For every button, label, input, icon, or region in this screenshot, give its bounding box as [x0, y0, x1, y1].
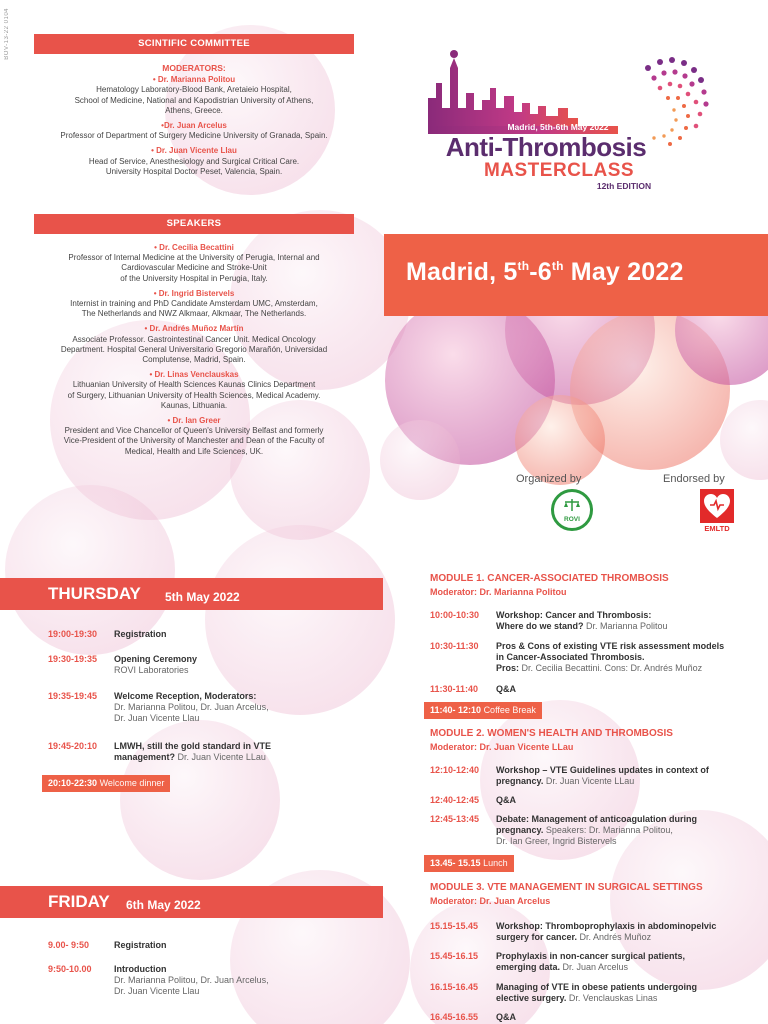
row-time: 15.15-15.45: [430, 921, 479, 931]
speaker-affiliation: The Netherlands and NWZ Alkmaar, Alkmaar, The Netherlands.: [81, 309, 307, 319]
speakers-banner: SPEAKERS: [34, 214, 354, 234]
row-speaker: Dr. Andrés Muñoz: [577, 932, 652, 942]
row-time: 10:30-11:30: [430, 641, 479, 651]
person-affiliation: Professor of Department of Surgery Medicine University of Granada, Spain.: [60, 131, 328, 141]
speaker-affiliation: Vice-President of the University of Manchester and Dean of the Faculty of: [63, 436, 325, 446]
scales-icon: [563, 498, 581, 512]
coffee-break-tag: [424, 702, 542, 719]
speaker-affiliation: Medical, Health and Life Sciences, UK.: [124, 446, 264, 456]
tag-label: Welcome dinner: [99, 778, 165, 788]
endorsed-by-label: Endorsed by: [663, 473, 725, 485]
row-title: Prophylaxis in non-cancer surgical patients, emerging data.: [496, 951, 686, 972]
organized-by-label: Organized by: [516, 473, 582, 485]
row-time: 10:00-10:30: [430, 610, 480, 620]
committee-banner: SCINTIFIC COMMITTEE: [34, 34, 354, 54]
speaker-affiliation: Department. Hospital General Universitario Gregorio Marañón, Universidad: [60, 344, 328, 354]
row-speaker: Dr. Marianna Politou: [583, 621, 668, 631]
day-date: 5th May 2022: [165, 590, 240, 604]
speaker: [24, 289, 364, 320]
speaker-affiliation: President and Vice Chancellor of Queen's University Belfast and formerly: [64, 426, 324, 436]
row-speaker: Dr. Juan Arcelus: [560, 962, 629, 972]
speakers-list: [24, 243, 364, 462]
row-time: 9.00- 9:50: [48, 940, 90, 950]
module2-title: MODULE 2. WOMEN'S HEALTH AND THROMBOSIS: [430, 728, 673, 739]
person-name: • Dr. Juan Vicente Llau: [151, 146, 237, 156]
person-name: •Dr. Juan Arcelus: [161, 121, 227, 131]
row-speaker: Dr. Juan Vicente LLau: [177, 752, 266, 762]
speaker-affiliation: Complutense, Madrid, Spain.: [142, 355, 246, 365]
row-title: Workshop: Cancer and Thrombosis: Where do we stand?: [496, 610, 652, 631]
tag-time: 13.45- 15.15: [430, 858, 481, 868]
speaker-affiliation: Lithuanian University of Health Sciences Kaunas Clinics Department: [72, 380, 316, 390]
row-time: 11:30-11:40: [430, 684, 479, 694]
row-title: Workshop: Thromboprophylaxis in abdominopelvic surgery for cancer.: [496, 921, 717, 942]
speaker-name: • Dr. Linas Venclauskas: [149, 370, 239, 380]
day-name: THURSDAY: [48, 584, 141, 603]
speaker-name: • Dr. Cecilia Becattini: [154, 243, 234, 252]
logo-edition: 12th EDITION: [596, 181, 652, 191]
row-time: 19:00-19:30: [48, 629, 98, 639]
person-affiliation: School of Medicine, National and Kapodistrian University of Athens,: [74, 95, 314, 105]
row-time: 12:40-12:45: [430, 795, 480, 805]
row-speaker: Speakers: Dr. Marianna Politou, Dr. Ian Greer, Ingrid Bistervels: [496, 825, 673, 846]
speaker-affiliation: of Surgery, Lithuanian University of Health Sciences, Medical Academy.: [67, 390, 321, 400]
speaker-affiliation: Kaunas, Lithuania.: [160, 400, 228, 410]
row-time: 19:30-19:35: [48, 654, 98, 664]
row-time: 9:50-10.00: [48, 964, 92, 974]
moderators-label: MODERATORS:: [162, 63, 226, 73]
row-time: 16.45-16.55: [430, 1012, 479, 1022]
person-name: • Dr. Marianna Politou: [152, 75, 236, 85]
row-speaker: ROVI Laboratories: [114, 665, 189, 675]
person-affiliation: Hematology Laboratory-Blood Bank, Aretaieio Hospital,: [96, 85, 292, 95]
logo-subtitle: MASTERCLASS: [483, 160, 635, 181]
speaker: [24, 243, 364, 284]
row-time: 19:35-19:45: [48, 691, 98, 701]
row-title: Debate: Management of anticoagulation during pregnancy.: [496, 814, 698, 835]
day-date: 6th May 2022: [126, 898, 201, 912]
tag-time: 20:10-22:30: [48, 778, 98, 788]
tag-label: Lunch: [483, 858, 508, 868]
thursday-band: [0, 578, 383, 610]
person-affiliation: Head of Service, Anesthesiology and Surgical Critical Care.: [88, 156, 300, 166]
speaker: [24, 370, 364, 411]
row-title: Registration: [114, 940, 167, 950]
event-end-day: -6: [529, 258, 552, 286]
row-title: Pros & Cons of existing VTE risk assessment models in Cancer-Associated Thrombosis. Pros:: [496, 641, 725, 673]
speaker: [24, 324, 364, 365]
speaker: [24, 416, 364, 457]
dinner-tag: [42, 775, 170, 792]
row-speaker: Dr. Venclauskas Linas: [566, 993, 658, 1003]
emltd-wordmark: EMLTD: [704, 524, 730, 533]
side-code: BOV-13-22 0104: [4, 8, 10, 60]
row-speaker: Dr. Marianna Politou, Dr. Juan Arcelus, Dr. Juan Vicente Llau: [114, 702, 269, 723]
tag-time: 11:40- 12:10: [430, 705, 482, 715]
row-title: Managing of VTE in obese patients undergoing elective surgery.: [496, 982, 698, 1003]
row-time: 15.45-16.15: [430, 951, 479, 961]
row-speaker: Dr. Marianna Politou, Dr. Juan Arcelus, Dr. Juan Vicente Llau: [114, 975, 269, 996]
module3-title: MODULE 3. VTE MANAGEMENT IN SURGICAL SETTINGS: [430, 882, 703, 893]
module3-moderator: Moderator: Dr. Juan Arcelus: [430, 896, 551, 906]
row-time: 12:45-13:45: [430, 814, 480, 824]
row-title: Q&A: [496, 684, 516, 694]
row-speaker: Dr. Cecilia Becattini. Cons: Dr. Andrés Muñoz: [519, 663, 703, 673]
event-dates: [406, 258, 684, 287]
module1-moderator: Moderator: Dr. Marianna Politou: [430, 587, 567, 597]
module2-moderator: Moderator: Dr. Juan Vicente LLau: [430, 742, 574, 752]
tag-label: Coffee Break: [483, 705, 536, 715]
lunch-tag: [424, 855, 514, 872]
row-time: 12:10-12:40: [430, 765, 480, 775]
speaker-name: • Dr. Andrés Muñoz Martín: [144, 324, 244, 334]
person-affiliation: Athens, Greece.: [165, 105, 223, 115]
person-affiliation: University Hospital Doctor Peset, Valencia, Spain.: [105, 166, 283, 176]
committee-person: [24, 75, 364, 116]
day-name: FRIDAY: [48, 892, 110, 911]
rovi-wordmark: ROVI: [564, 516, 580, 523]
row-title: LMWH, still the gold standard in VTE management?: [114, 741, 271, 762]
logo-date: Madrid, 5th-6th May 2022: [507, 122, 609, 132]
speaker-affiliation: Professor of Internal Medicine at the University of Perugia, Internal and: [68, 253, 320, 263]
speaker-affiliation: Associate Professor. Gastrointestinal Cancer Unit. Medical Oncology: [72, 334, 316, 344]
event-month-year: May 2022: [563, 258, 684, 286]
row-title: Registration: [114, 629, 167, 639]
event-city: Madrid, 5: [406, 258, 518, 286]
friday-band: [0, 886, 383, 918]
speaker-name: • Dr. Ian Greer: [167, 416, 221, 426]
committee-list: [24, 63, 364, 182]
row-title: Q&A: [496, 1012, 516, 1022]
speaker-affiliation: Cardiovascular Medicine and Stroke-Unit: [121, 263, 267, 273]
emltd-heart-logo: [700, 489, 734, 529]
row-speaker: Dr. Juan Vicente LLau: [543, 776, 635, 786]
speaker-affiliation: Internist in training and PhD Candidate Amsterdam UMC, Amsterdam,: [70, 299, 318, 309]
module1-title: MODULE 1. CANCER-ASSOCIATED THROMBOSIS: [430, 573, 669, 584]
ordinal-sup: th: [517, 259, 530, 273]
row-title: Introduction: [114, 964, 167, 974]
logo-title: Anti-Thrombosis: [445, 132, 647, 162]
ordinal-sup: th: [551, 259, 564, 273]
row-title: Workshop – VTE Guidelines updates in context of pregnancy.: [496, 765, 709, 786]
row-title: Q&A: [496, 795, 516, 805]
speaker-name: • Dr. Ingrid Bistervels: [153, 288, 235, 298]
committee-person: [24, 121, 364, 141]
speaker-affiliation: of the University Hospital in Perugia, Italy.: [120, 273, 268, 283]
rovi-logo: [551, 489, 593, 531]
committee-person: [24, 146, 364, 177]
row-time: 16.15-16.45: [430, 982, 479, 992]
row-title: Opening Ceremony: [114, 654, 198, 664]
row-title: Welcome Reception, Moderators:: [114, 691, 257, 701]
row-time: 19:45-20:10: [48, 741, 98, 751]
